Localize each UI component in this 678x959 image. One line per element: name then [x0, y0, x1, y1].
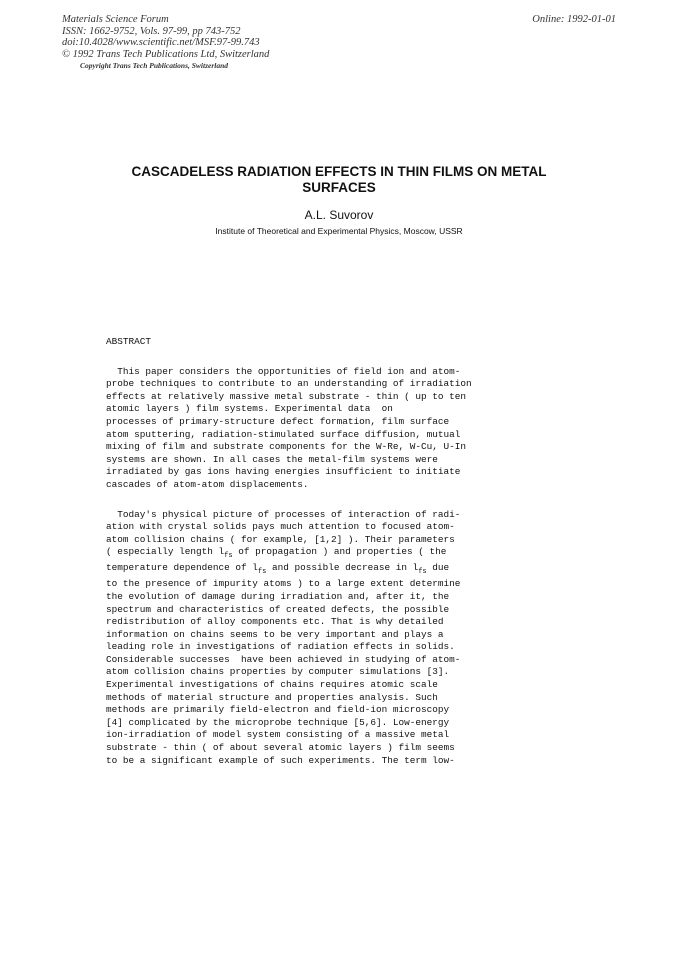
abstract-line: This paper considers the opportunities of field ion and atom-	[106, 365, 461, 377]
intro-line: to be a significant example of such experiments. The term low-	[106, 754, 455, 766]
subscript-fs: fs	[418, 568, 427, 577]
abstract-line: processes of primary-structure defect formation, film surface	[106, 415, 450, 427]
abstract-text	[106, 366, 576, 492]
abstract-line: irradiated by gas ions having energies insufficient to initiate	[106, 466, 461, 478]
intro-line: spectrum and characteristics of created defects, the possible	[106, 603, 450, 615]
publisher-line: © 1992 Trans Tech Publications Ltd, Switzerland	[62, 48, 270, 60]
intro-line: leading role in investigations of radiation effects in solids.	[106, 641, 455, 653]
abstract-heading: ABSTRACT	[106, 336, 152, 347]
abstract-line: atom sputtering, radiation-stimulated surface diffusion, mutual	[106, 428, 461, 440]
title-line-1: CASCADELESS RADIATION EFFECTS IN THIN FILMS ON METAL	[131, 164, 547, 179]
intro-line: [4] complicated by the microprobe technique [5,6]. Low-energy	[106, 716, 450, 728]
intro-line: Considerable successes have been achieved in studying of atom-	[106, 653, 461, 665]
online-date: Online: 1992-01-01	[532, 14, 616, 25]
intro-line: substrate - thin ( of about several atomic layers ) film seems	[106, 742, 455, 754]
subscript-fs: fs	[224, 552, 233, 561]
intro-line: atom collision chains ( for example, [1,2] ). Their parameters	[106, 533, 455, 545]
intro-line	[106, 562, 576, 578]
intro-line: methods are primarily field-electron and field-ion microscopy	[106, 704, 450, 716]
abstract-line: systems are shown. In all cases the metal-film systems were	[106, 453, 438, 465]
abstract-line: probe techniques to contribute to an understanding of irradiation	[106, 378, 472, 390]
paper-body	[106, 336, 576, 767]
intro-line: the evolution of damage during irradiation and, after it, the	[106, 590, 450, 602]
author-affiliation: Institute of Theoretical and Experimental Physics, Moscow, USSR	[215, 226, 463, 236]
intro-line: methods of material structure and properties analysis. Such	[106, 691, 438, 703]
intro-line-part: of propagation ) and properties ( the	[232, 546, 447, 558]
intro-line: ion-irradiation of model system consisting of a massive metal	[106, 729, 450, 741]
title-line-2: SURFACES	[302, 180, 376, 195]
intro-text	[106, 509, 576, 768]
intro-line: ation with crystal solids pays much attention to focused atom-	[106, 521, 455, 533]
intro-line: atom collision chains properties by computer simulations [3].	[106, 666, 450, 678]
abstract-line: atomic layers ) film systems. Experimental data on	[106, 403, 393, 415]
intro-line: to the presence of impurity atoms ) to a large extent determine	[106, 578, 461, 590]
intro-line-part: and possible decrease in l	[266, 562, 419, 574]
author-name: A.L. Suvorov	[304, 208, 374, 222]
doi-line: doi:10.4028/www.scientific.net/MSF.97-99.743	[62, 37, 260, 48]
spacer	[106, 492, 576, 509]
abstract-line: cascades of atom-atom displacements.	[106, 478, 309, 490]
journal-metadata	[62, 14, 269, 71]
paper-title	[100, 164, 578, 196]
intro-line: information on chains seems to be very important and plays a	[106, 628, 444, 640]
intro-line-part: temperature dependence of l	[106, 562, 258, 574]
intro-line: Experimental investigations of chains requires atomic scale	[106, 679, 438, 691]
intro-line-part: ( especially length l	[106, 546, 225, 558]
journal-name: Materials Science Forum	[62, 14, 169, 25]
copyright-notice: Copyright Trans Tech Publications, Switzerland	[80, 61, 229, 70]
intro-line	[106, 546, 576, 562]
subscript-fs: fs	[257, 568, 267, 577]
abstract-line: effects at relatively massive metal substrate - thin ( up to ten	[106, 390, 467, 402]
intro-line: Today's physical picture of processes of interaction of radi-	[106, 508, 461, 520]
intro-line: redistribution of alloy components etc. That is why detailed	[106, 616, 444, 628]
intro-line-part: due	[426, 562, 450, 574]
spacer	[106, 349, 576, 366]
abstract-line: mixing of film and substrate components for the W-Re, W-Cu, U-In	[106, 441, 467, 453]
issn-line: ISSN: 1662-9752, Vols. 97-99, pp 743-752	[62, 25, 241, 37]
